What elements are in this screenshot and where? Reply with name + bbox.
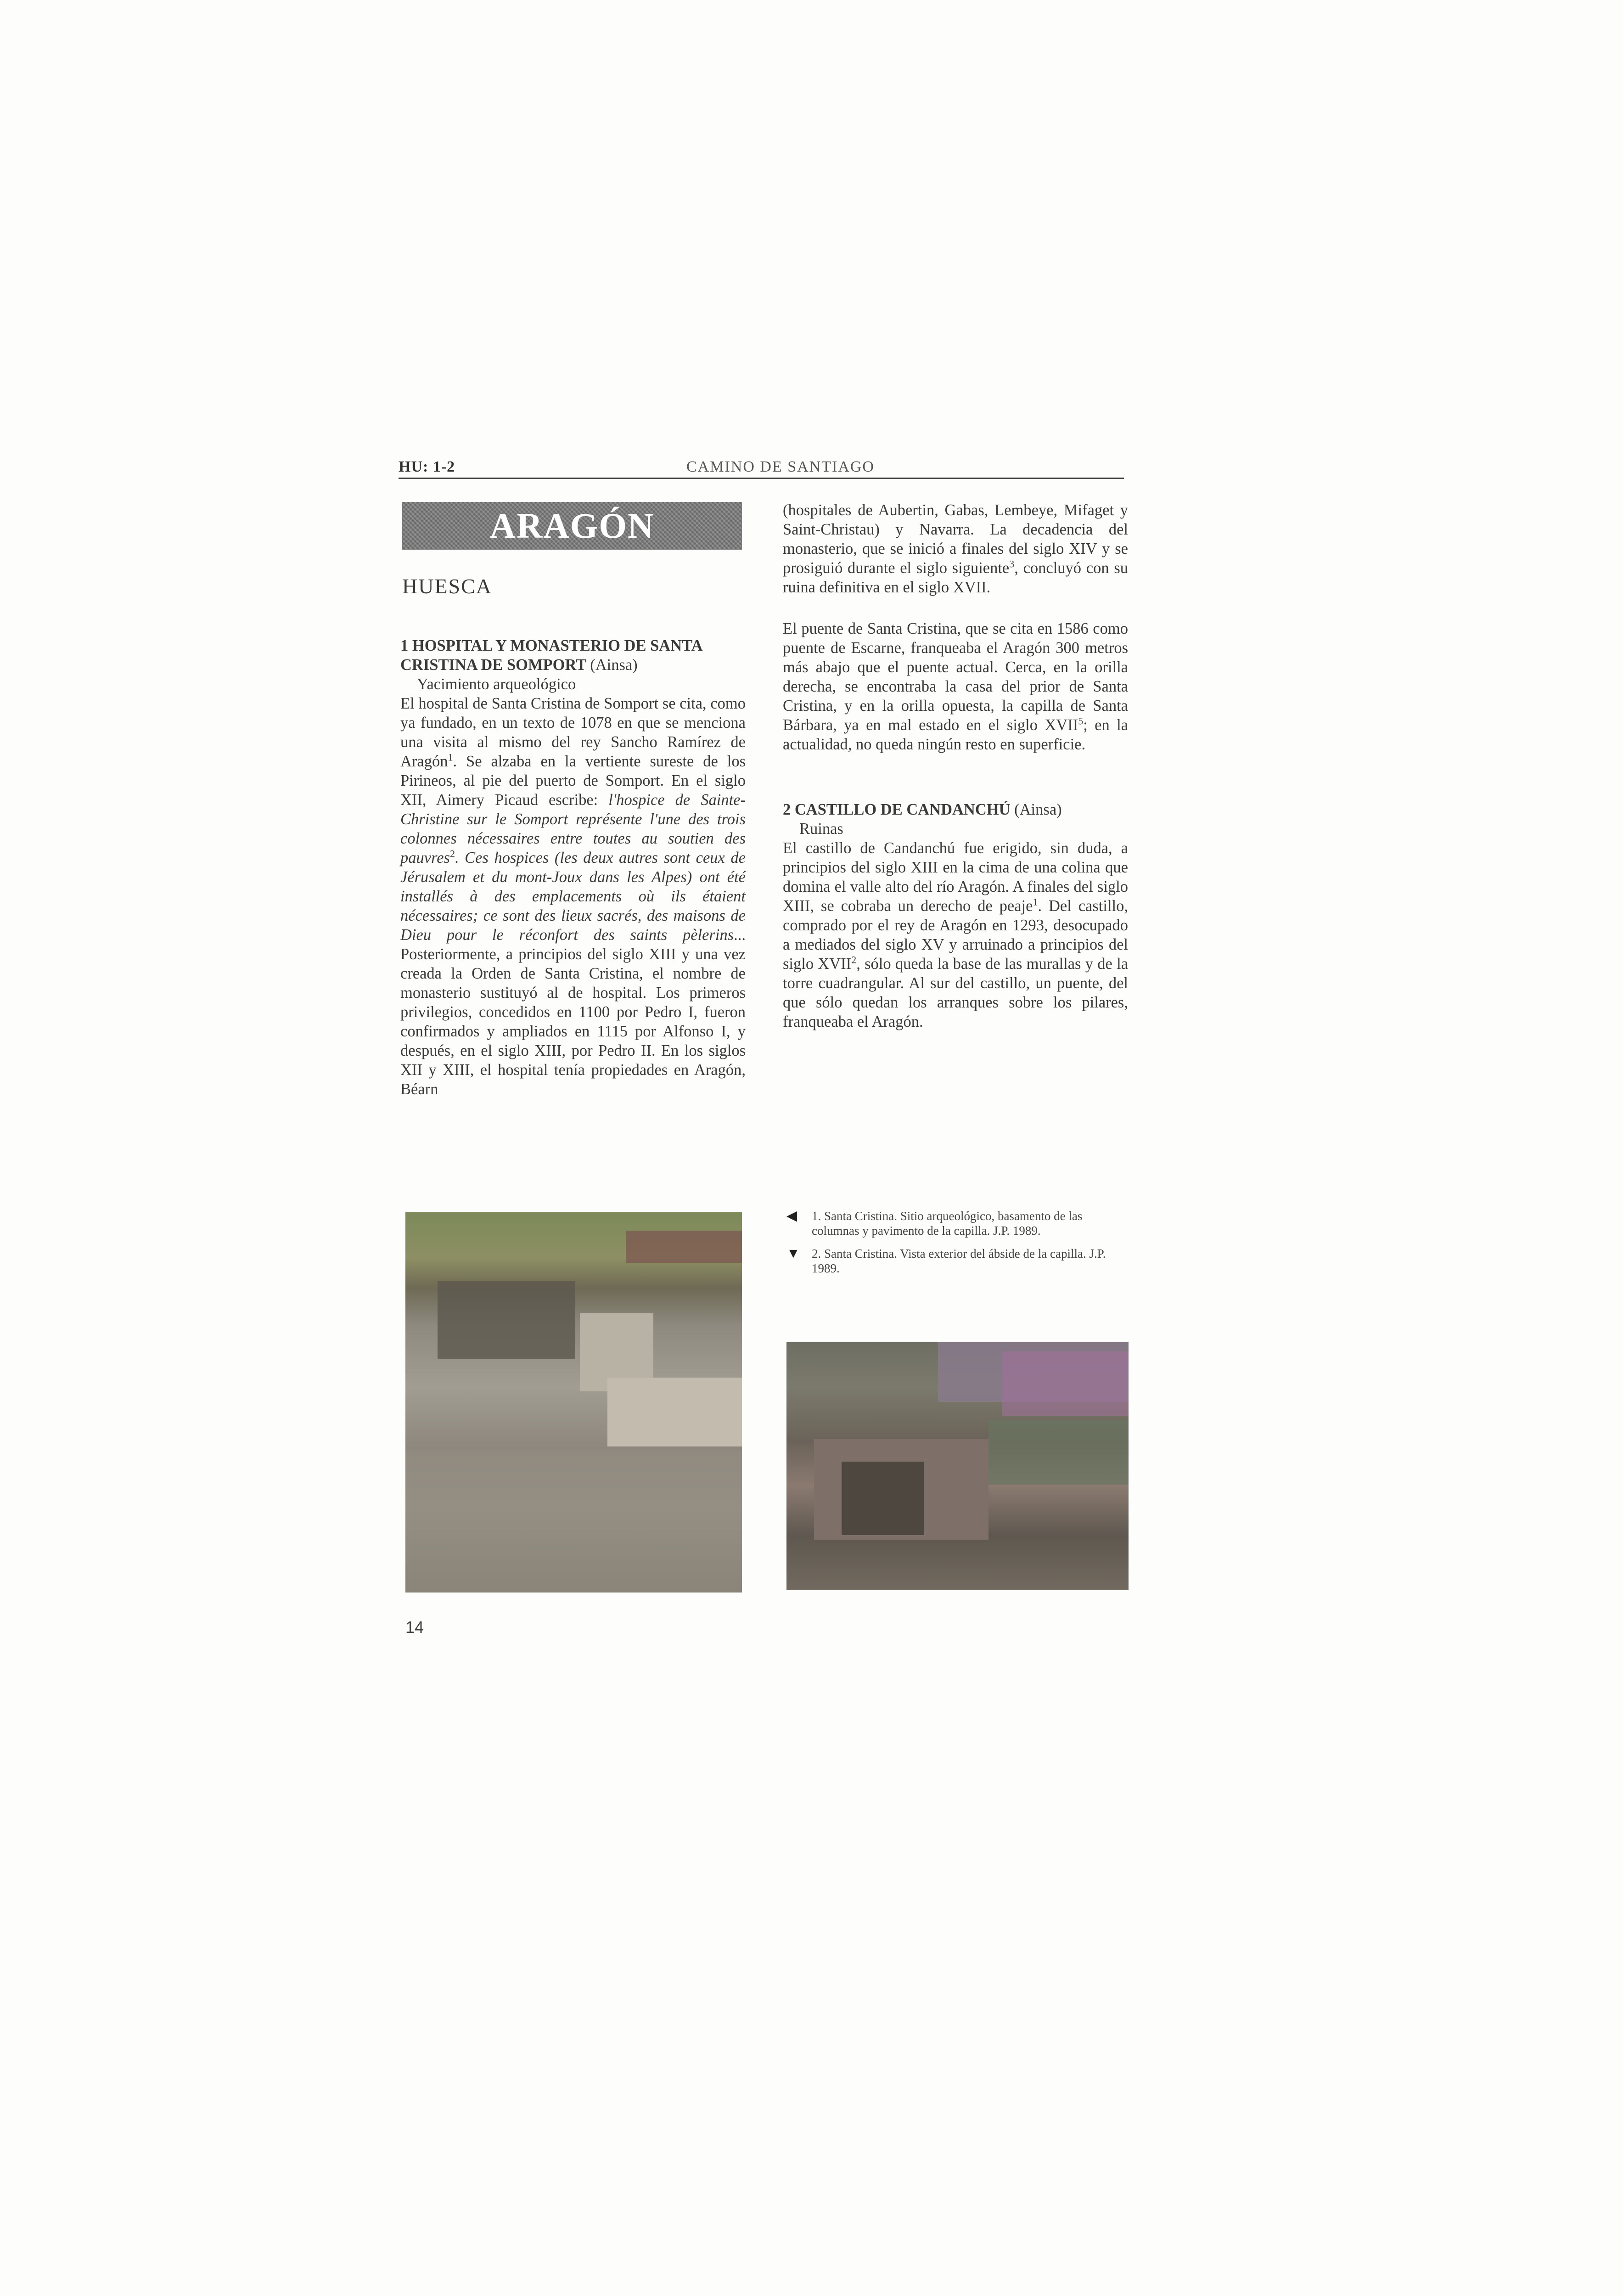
entry-2-body [783, 838, 1128, 1031]
entry-1-town: (Ainsa) [590, 656, 638, 674]
entry-1-text-a: El hospital de Santa Cristina de Somport se cita, como ya fundado, en un texto de 1078 en que se menciona una visita al mismo del rey Sancho Ramírez de Aragón [400, 695, 746, 770]
footnote-ref: 5 [1078, 715, 1084, 727]
entry-1-heading: 1 HOSPITAL Y MONASTERIO DE SANTA CRISTINA DE SOMPORT [400, 637, 702, 674]
footnote-ref: 2 [851, 954, 857, 966]
caption-2-text: 2. Santa Cristina. Vista exterior del ábside de la capilla. J.P. 1989. [812, 1247, 1106, 1275]
entry-1-subtitle: Yacimiento arqueológico [417, 675, 576, 693]
entry-2-subtitle: Ruinas [799, 820, 843, 838]
region-banner [402, 502, 742, 550]
right-column [783, 501, 1128, 1031]
photo-captions [786, 1209, 1131, 1284]
entry-1-text-d: (hospitales de Aubertin, Gabas, Lembeye, Mifaget y Saint-Christau) y Navarra. La decadencia del monasterio, que se inició a finales del siglo XIV y se prosiguió durante el siglo siguiente [783, 501, 1128, 577]
province-heading: HUESCA [402, 574, 493, 598]
entry-2-text-c: , sólo queda la base de las murallas y de la torre cuadrangular. Al sur del castillo, un puente, del que sólo quedan los arranques sobre los pilares, franqueaba el Aragón. [783, 955, 1129, 1030]
arrow-down-icon: ▼ [786, 1246, 800, 1261]
footnote-ref: 1 [448, 751, 453, 763]
running-header-title: CAMINO DE SANTIAGO [686, 458, 875, 475]
entry-1-quote-a: l'hospice de Sainte-Christine sur le Somport représente l'une des trois colonnes nécessaires entre toutes au soutien des pauvres [400, 791, 746, 867]
caption-1-text: 1. Santa Cristina. Sitio arqueológico, basamento de las columnas y pavimento de la capilla. J.P. 1989. [812, 1209, 1083, 1238]
entry-1-text-e: , concluyó con su ruina definitiva en el siglo XVII. [783, 559, 1129, 596]
footnote-ref: 2 [449, 848, 455, 860]
footnote-ref: 3 [1009, 558, 1015, 570]
entry-1-title [400, 636, 746, 675]
entry-2-town: (Ainsa) [1014, 801, 1062, 818]
entry-1-text-c: ... Posteriormente, a principios del siglo XIII y una vez creada la Orden de Santa Cristina, el nombre de monasterio sustituyó al de hospital. Los primeros privilegios, concedidos en 1100 por Pedro I, fueron confirmados y ampliados en 1115 por Alfonso I, y después, en el siglo XIII, por Pedro II. En los siglos XII y XIII, el hospital tenía propiedades en Aragón, Béarn [400, 926, 746, 1098]
photo-santa-cristina-apse [786, 1342, 1129, 1590]
header-rule [399, 478, 1124, 479]
caption-1 [786, 1209, 1131, 1238]
left-column [400, 636, 746, 1099]
entry-1-continued [783, 501, 1128, 597]
page-number: 14 [405, 1618, 424, 1637]
entry-1-para2-a: El puente de Santa Cristina, que se cita en 1586 como puente de Escarne, franqueaba el Aragón 300 metros más abajo que el puente actual. Cerca, en la orilla derecha, se encontraba la casa del prior de Santa Cristina, y en la orilla opuesta, la capilla de Santa Bárbara, ya en mal estado en el siglo XVII [783, 620, 1128, 734]
region-title: ARAGÓN [489, 506, 655, 546]
entry-1-paragraph-2 [783, 619, 1128, 754]
entry-1-quote-b: . Ces hospices (les deux autres sont ceux de Jérusalem et du mont-Joux dans les Alpes) ont été installés à des emplacements où ils étaient nécessaires; ce sont des lieux sacrés, des maisons de Dieu pour le réconfort des saints pèlerins [400, 849, 746, 944]
entry-1-body [400, 694, 746, 1099]
entry-1-para2-b: ; en la actualidad, no queda ningún resto en superficie. [783, 716, 1128, 753]
running-header-code: HU: 1-2 [399, 458, 455, 475]
entry-2-title [783, 800, 1128, 819]
entry-2-heading: 2 CASTILLO DE CANDANCHÚ [783, 801, 1011, 818]
entry-1-text-b: . Se alzaba en la vertiente sureste de los Pirineos, al pie del puerto de Somport. En el siglo XII, Aimery Picaud escribe: [400, 753, 746, 809]
entry-2-text-b: . Del castillo, comprado por el rey de Aragón en 1293, desocupado a mediados del siglo XV y arruinado a principios del siglo XVII [783, 897, 1128, 973]
entry-2-text-a: El castillo de Candanchú fue erigido, sin duda, a principios del siglo XIII en la cima de una colina que domina el valle alto del río Aragón. A finales del siglo XIII, se cobraba un derecho de peaje [783, 839, 1128, 915]
caption-2 [786, 1246, 1131, 1276]
footnote-ref: 1 [1033, 896, 1038, 908]
photo-santa-cristina-site [405, 1212, 742, 1593]
arrow-left-icon: ◀ [786, 1208, 797, 1223]
